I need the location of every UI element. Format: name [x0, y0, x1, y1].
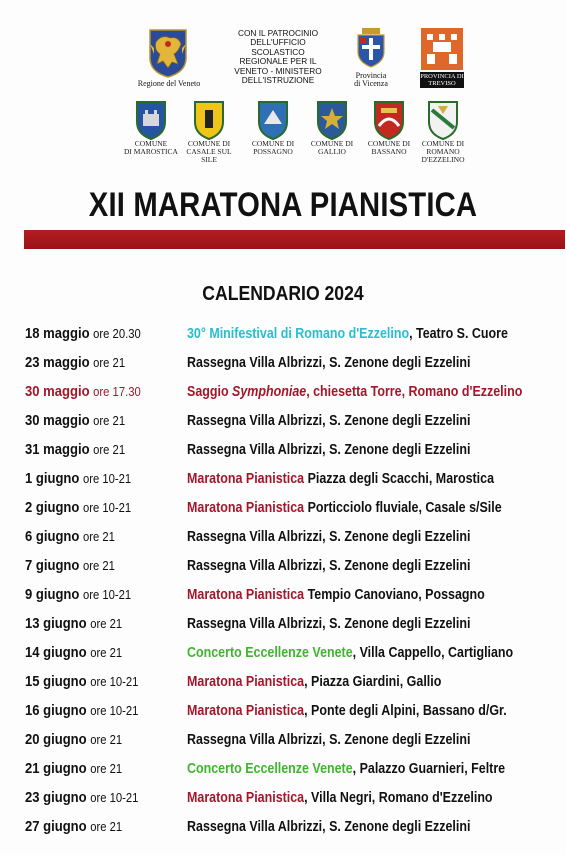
event-time: ore 21 [93, 443, 126, 457]
event-location: , Piazza Giardini, Gallio [304, 674, 442, 690]
event-day: 15 giugno [25, 674, 87, 690]
event-date [25, 471, 131, 487]
event-day: 20 giugno [25, 732, 87, 748]
comune-marostica: COMUNE DI MAROSTICA [120, 100, 182, 156]
event-time: ore 10-21 [90, 704, 139, 718]
event-date [25, 819, 122, 835]
event-description [187, 471, 494, 487]
event-time: ore 10-21 [83, 501, 132, 515]
event-time: ore 10-21 [83, 588, 132, 602]
event-row [0, 529, 566, 551]
event-location: , Palazzo Guarnieri, Feltre [352, 761, 506, 777]
comune-casale: COMUNE DI CASALE SUL SILE [178, 100, 240, 164]
event-description [187, 558, 470, 574]
casale-crest-icon [192, 100, 226, 140]
event-row [0, 616, 566, 638]
event-date [25, 587, 131, 603]
event-highlight: Maratona Pianistica [187, 500, 305, 516]
comune-gallio: COMUNE DI GALLIO [303, 100, 361, 156]
event-row [0, 703, 566, 725]
event-time: ore 21 [83, 530, 115, 544]
event-description [187, 355, 470, 371]
comuni-row [120, 100, 470, 172]
event-row [0, 355, 566, 377]
event-location: Porticciolo fluviale, Casale s/Sile [304, 500, 502, 516]
event-highlight: Maratona Pianistica [187, 790, 305, 806]
romano-crest-icon [426, 100, 460, 140]
event-description [187, 616, 470, 632]
event-description [187, 500, 502, 516]
event-day: 23 maggio [25, 355, 90, 371]
calendar-heading: CALENDARIO 2024 [202, 283, 364, 305]
event-time: ore 21 [90, 646, 123, 660]
gallio-crest-icon [315, 100, 349, 140]
event-time: ore 21 [83, 559, 115, 573]
event-description [187, 819, 470, 835]
event-location: Piazza degli Scacchi, Marostica [304, 471, 495, 487]
event-day: 14 giugno [25, 645, 87, 661]
event-highlight: 30° Minifestival di Romano d'Ezzelino [187, 326, 410, 342]
event-date [25, 732, 122, 748]
event-date [25, 674, 138, 690]
event-highlight: Concerto Eccellenze Venete [187, 645, 353, 661]
event-location: , chiesetta Torre, Romano d'Ezzelino [306, 384, 523, 400]
event-row [0, 674, 566, 696]
event-day: 18 maggio [25, 326, 90, 342]
event-location: Rassegna Villa Albrizzi, S. Zenone degli Ezzelini [187, 558, 471, 574]
event-description [187, 645, 513, 661]
event-row [0, 819, 566, 841]
event-location: Rassegna Villa Albrizzi, S. Zenone degli Ezzelini [187, 732, 471, 748]
event-highlight: Maratona Pianistica [187, 703, 305, 719]
event-day: 7 giugno [25, 558, 80, 574]
event-date [25, 442, 125, 458]
event-location: Rassegna Villa Albrizzi, S. Zenone degli Ezzelini [187, 355, 471, 371]
event-date [25, 761, 122, 777]
event-location: , Villa Negri, Romano d'Ezzelino [304, 790, 493, 806]
page-title: XII MARATONA PIANISTICA [88, 186, 478, 224]
treviso-logo-icon [421, 28, 463, 70]
event-highlight: Concerto Eccellenze Venete [187, 761, 353, 777]
event-description [187, 674, 441, 690]
comune-romano: COMUNE DI ROMANO D'EZZELINO [414, 100, 472, 164]
event-location: Rassegna Villa Albrizzi, S. Zenone degli Ezzelini [187, 616, 471, 632]
event-time: ore 10-21 [83, 472, 132, 486]
vicenza-crest-icon [356, 28, 386, 68]
event-day: 16 giugno [25, 703, 87, 719]
provincia-vicenza-logo [346, 28, 396, 92]
event-highlight: Maratona Pianistica [187, 674, 305, 690]
event-row [0, 413, 566, 435]
event-highlight: Maratona Pianistica [187, 587, 305, 603]
event-date [25, 384, 141, 400]
event-row [0, 761, 566, 783]
bassano-crest-icon [372, 100, 406, 140]
event-date [25, 355, 125, 371]
provincia-vicenza-label: Provincia di Vicenza [354, 71, 388, 89]
provincia-treviso-logo [420, 28, 464, 90]
event-description [187, 732, 470, 748]
event-location: , Ponte degli Alpini, Bassano d/Gr. [304, 703, 507, 719]
event-highlight: Maratona Pianistica [187, 471, 305, 487]
event-row [0, 500, 566, 522]
event-italic-title: Symphoniae [232, 384, 307, 400]
event-highlight: Saggio [187, 384, 233, 400]
event-date [25, 703, 138, 719]
event-description [187, 703, 507, 719]
event-row [0, 558, 566, 580]
event-time: ore 20.30 [93, 327, 141, 341]
event-description [187, 442, 470, 458]
event-location: Rassegna Villa Albrizzi, S. Zenone degli Ezzelini [187, 529, 471, 545]
event-day: 13 giugno [25, 616, 87, 632]
event-date [25, 616, 122, 632]
event-description [187, 761, 505, 777]
event-row [0, 442, 566, 464]
event-day: 21 giugno [25, 761, 87, 777]
event-date [25, 326, 141, 342]
provincia-treviso-label: PROVINCIA DI TREVISO [420, 73, 464, 88]
event-day: 1 giugno [25, 471, 80, 487]
event-description [187, 529, 470, 545]
event-time: ore 17.30 [93, 385, 141, 399]
event-row [0, 587, 566, 609]
patronage-text: CON IL PATROCINIO DELL'UFFICIO SCOLASTICO REGIONALE PER IL VENETO - MINISTERO DELL'ISTRUZIONE [234, 28, 322, 86]
event-time: ore 21 [90, 820, 123, 834]
event-day: 27 giugno [25, 819, 87, 835]
event-date [25, 645, 122, 661]
event-day: 23 giugno [25, 790, 87, 806]
event-description [187, 384, 522, 400]
regione-veneto-label: Regione del Veneto [137, 79, 201, 88]
event-day: 9 giugno [25, 587, 80, 603]
event-time: ore 10-21 [90, 791, 139, 805]
lion-of-st-mark-icon [148, 28, 188, 78]
event-row [0, 326, 566, 348]
event-row [0, 732, 566, 754]
event-location: Rassegna Villa Albrizzi, S. Zenone degli Ezzelini [187, 819, 471, 835]
event-day: 31 maggio [25, 442, 90, 458]
event-location: Rassegna Villa Albrizzi, S. Zenone degli Ezzelini [187, 413, 471, 429]
event-row [0, 790, 566, 812]
event-time: ore 21 [90, 762, 123, 776]
event-day: 6 giugno [25, 529, 80, 545]
event-date [25, 529, 115, 545]
marostica-crest-icon [134, 100, 168, 140]
event-location: Tempio Canoviano, Possagno [304, 587, 485, 603]
event-day: 30 maggio [25, 413, 90, 429]
event-location: , Teatro S. Cuore [409, 326, 508, 342]
event-time: ore 10-21 [90, 675, 139, 689]
event-date [25, 500, 131, 516]
possagno-crest-icon [256, 100, 290, 140]
event-date [25, 790, 138, 806]
comune-bassano: COMUNE DI BASSANO [360, 100, 418, 156]
event-location: Rassegna Villa Albrizzi, S. Zenone degli Ezzelini [187, 442, 471, 458]
event-location: , Villa Cappello, Cartigliano [352, 645, 514, 661]
event-time: ore 21 [93, 356, 126, 370]
event-date [25, 413, 125, 429]
event-time: ore 21 [90, 733, 123, 747]
event-description [187, 790, 493, 806]
regione-veneto-logo [128, 28, 210, 94]
event-description [187, 413, 470, 429]
event-time: ore 21 [90, 617, 123, 631]
title-divider-bar [24, 230, 565, 249]
comune-possagno: COMUNE DI POSSAGNO [244, 100, 302, 156]
event-time: ore 21 [93, 414, 126, 428]
event-description [187, 587, 485, 603]
event-row [0, 645, 566, 667]
event-description [187, 326, 508, 342]
event-day: 30 maggio [25, 384, 90, 400]
event-date [25, 558, 115, 574]
event-row [0, 471, 566, 493]
event-day: 2 giugno [25, 500, 80, 516]
event-row [0, 384, 566, 406]
